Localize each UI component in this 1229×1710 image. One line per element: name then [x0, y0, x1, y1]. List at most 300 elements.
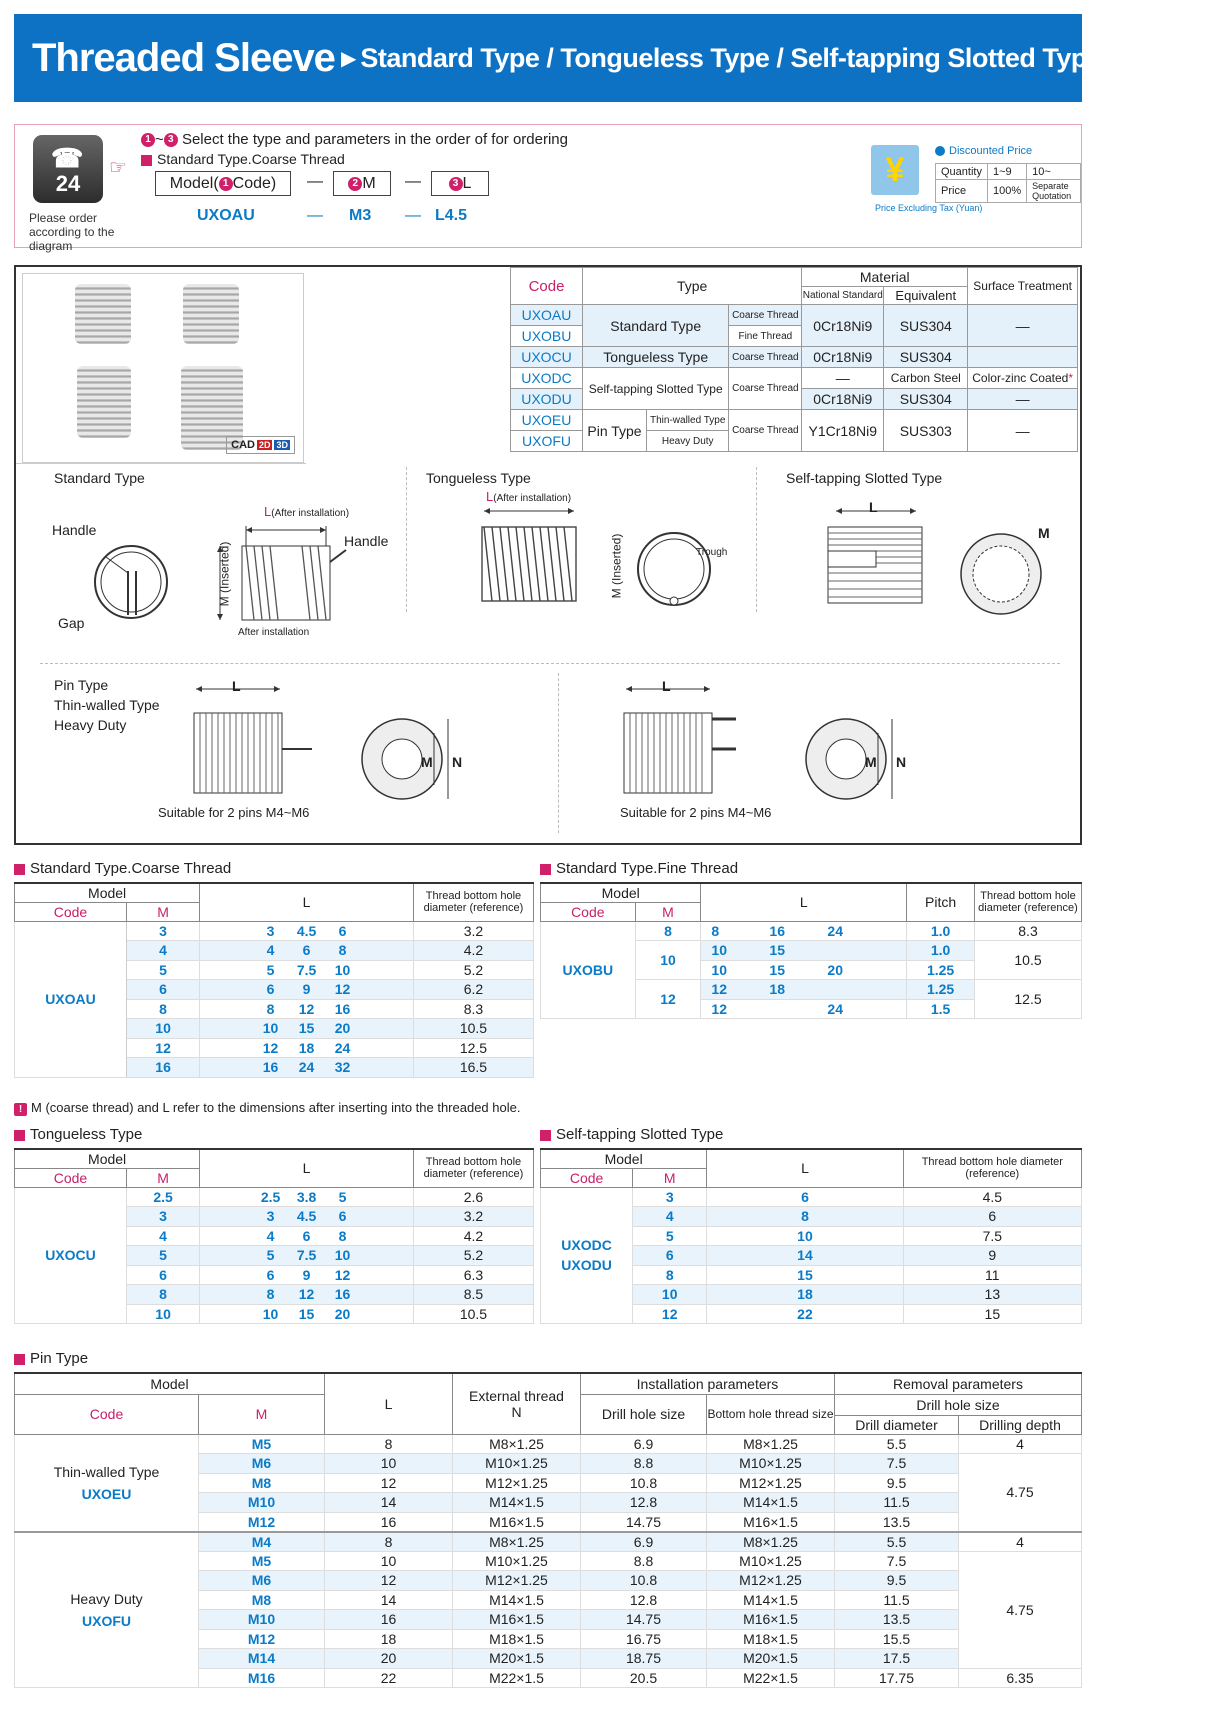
phone-24-icon: ☎ 24	[33, 135, 103, 203]
pin-drill: 10.8	[581, 1571, 707, 1591]
pin-depth: 4	[959, 1532, 1082, 1552]
spec-h-national: National Standard	[802, 287, 884, 305]
pin-n: M16×1.5	[453, 1512, 581, 1532]
pin-m: M8	[199, 1473, 325, 1493]
coarse-l-value: 16	[334, 1000, 351, 1017]
coarse-l-value: 12	[334, 981, 351, 998]
tongueless-m: 10	[126, 1304, 199, 1324]
fine-l-value: 10	[711, 961, 727, 978]
coarse-note-text: M (coarse thread) and L refer to the dimensions after inserting into the threaded hole.	[31, 1100, 521, 1115]
coarse-l	[200, 1058, 414, 1078]
price-1: 100%	[987, 180, 1026, 203]
pin-l: 10	[325, 1551, 453, 1571]
pin-heavy-end-view	[796, 711, 926, 811]
spec-surf-5: —	[968, 410, 1078, 452]
tongueless-l-value: 6	[338, 1208, 347, 1225]
spec-surf-3: Color-zinc Coated	[972, 371, 1069, 385]
spec-surf-1: —	[968, 305, 1078, 347]
pin-l: 14	[325, 1493, 453, 1513]
fine-thread-table	[540, 882, 1082, 1019]
tongueless-hole: 5.2	[413, 1246, 533, 1266]
spec-eq-2: SUS304	[884, 347, 968, 368]
pin-model-cell	[15, 1532, 199, 1688]
fine-code: UXOBU	[541, 921, 636, 1019]
coarse-l-value: 3	[266, 922, 275, 939]
fine-h-hole: Thread bottom hole diameter (reference)	[975, 883, 1082, 921]
fine-l-value: 24	[827, 1000, 843, 1017]
tongueless-h-code: Code	[15, 1168, 127, 1187]
example-m: M3	[349, 207, 372, 224]
num-1-badge: 1	[219, 177, 233, 191]
tongueless-l-value: 16	[334, 1286, 351, 1303]
fine-hole: 8.3	[975, 921, 1082, 941]
slotted-m: 5	[633, 1226, 707, 1246]
fine-h-model: Model	[541, 883, 701, 902]
tongueless-l	[200, 1265, 414, 1285]
tongueless-m: 6	[126, 1265, 199, 1285]
model-code-box	[155, 171, 291, 196]
l-box	[431, 171, 489, 196]
product-photos	[22, 273, 304, 463]
coarse-l-value: 10	[334, 961, 351, 978]
step-1-badge: 1	[141, 133, 155, 147]
pin-n: M18×1.5	[453, 1629, 581, 1649]
pin-l: 14	[325, 1590, 453, 1610]
coarse-m: 4	[126, 941, 199, 961]
spec-type-tongueless: Tongueless Type	[583, 347, 729, 368]
coarse-h-code: Code	[15, 902, 127, 921]
tongueless-l-value: 12	[334, 1266, 351, 1283]
coarse-hole: 8.3	[413, 999, 533, 1019]
tongueless-m: 5	[126, 1246, 199, 1266]
pin-bottom: M12×1.25	[707, 1571, 835, 1591]
dash-2: —	[405, 173, 421, 190]
coarse-l-value: 15	[298, 1020, 315, 1037]
step-sep: ~	[155, 131, 164, 148]
pin-l: 20	[325, 1649, 453, 1669]
tongueless-l-value: 4.5	[296, 1208, 317, 1225]
pin-bottom: M12×1.25	[707, 1473, 835, 1493]
pin-heavy-side-view	[606, 677, 786, 797]
slotted-end-view	[956, 529, 1046, 619]
pin-bottom: M14×1.5	[707, 1590, 835, 1610]
spec-h-surface: Surface Treatment	[968, 268, 1078, 305]
coarse-l	[200, 1038, 414, 1058]
l-after-text-2: (After installation)	[493, 493, 572, 504]
table-row	[541, 921, 1082, 941]
spec-h-material: Material	[802, 268, 968, 287]
pin-l: 16	[325, 1512, 453, 1532]
fine-m: 12	[635, 980, 701, 1019]
slotted-heading-text: Self-tapping Slotted Type	[556, 1126, 724, 1143]
table-row	[15, 1434, 1082, 1454]
pin-table	[14, 1372, 1082, 1688]
pin-heading-text: Pin Type	[30, 1350, 89, 1367]
tongueless-h-m: M	[126, 1168, 199, 1187]
coarse-m: 5	[126, 960, 199, 980]
pin-l-label-2: L	[662, 678, 671, 694]
tongueless-hole: 3.2	[413, 1207, 533, 1227]
gap-label: Gap	[58, 615, 85, 631]
coarse-hole: 16.5	[413, 1058, 533, 1078]
spec-nat-2: 0Cr18Ni9	[802, 347, 884, 368]
pin-n: M20×1.5	[453, 1649, 581, 1669]
fine-m: 8	[635, 921, 701, 941]
slotted-m: 8	[633, 1265, 707, 1285]
tongueless-l-value: 3	[266, 1208, 275, 1225]
pin-drill: 12.8	[581, 1493, 707, 1513]
pin-drill: 10.8	[581, 1473, 707, 1493]
drawing-tongueless-title: Tongueless Type	[426, 470, 531, 486]
pin-m: M8	[199, 1590, 325, 1610]
pin-rdia: 13.5	[835, 1610, 959, 1630]
bullet-square-icon	[14, 1354, 25, 1365]
pin-h-bottom: Bottom hole thread size	[707, 1394, 835, 1434]
coarse-hole: 4.2	[413, 941, 533, 961]
fine-l-value: 10	[711, 942, 727, 959]
coarse-h-m: M	[126, 902, 199, 921]
pin-bottom: M18×1.5	[707, 1629, 835, 1649]
spec-code-uxoau: UXOAU	[511, 305, 583, 326]
discount-title-text: Discounted Price	[949, 145, 1033, 157]
pin-m: M5	[199, 1551, 325, 1571]
spec-sub-coarse: Coarse Thread	[729, 305, 802, 326]
photo-standard	[75, 284, 131, 344]
dash-1: —	[307, 173, 323, 190]
pin-l: 18	[325, 1629, 453, 1649]
slotted-l: 22	[707, 1304, 903, 1324]
pin-l: 12	[325, 1473, 453, 1493]
fine-h-pitch: Pitch	[907, 883, 975, 921]
pin-drill: 6.9	[581, 1532, 707, 1552]
pin-m: M16	[199, 1668, 325, 1688]
pin-n: M22×1.5	[453, 1668, 581, 1688]
blue-dot-icon	[935, 146, 945, 156]
spec-h-equiv: Equivalent	[884, 287, 968, 305]
tongueless-l-value: 10	[262, 1305, 279, 1322]
tongueless-l-value: 6	[266, 1266, 275, 1283]
fine-l-value: 16	[769, 922, 785, 939]
num-3-badge: 3	[449, 177, 463, 191]
fine-pitch: 1.25	[907, 980, 975, 1000]
tongueless-l-value: 15	[298, 1305, 315, 1322]
pin-depth: 4.75	[959, 1551, 1082, 1668]
tongueless-heading-text: Tongueless Type	[30, 1126, 143, 1143]
coarse-code: UXOAU	[15, 921, 127, 1077]
pin-rdia: 7.5	[835, 1454, 959, 1474]
tongueless-l-value: 12	[298, 1286, 315, 1303]
tongueless-m: 4	[126, 1226, 199, 1246]
pin-drill: 14.75	[581, 1512, 707, 1532]
drawing-standard-title: Standard Type	[54, 470, 145, 486]
model-label: Model(	[169, 174, 219, 192]
l-letter-1: L	[264, 504, 272, 519]
slotted-code	[541, 1187, 633, 1324]
pin-bottom: M16×1.5	[707, 1512, 835, 1532]
pin-rdia: 7.5	[835, 1551, 959, 1571]
fine-hole: 12.5	[975, 980, 1082, 1019]
spec-nat-5: Y1Cr18Ni9	[802, 410, 884, 452]
order-steps-text: Select the type and parameters in the order of for ordering	[181, 131, 568, 148]
pin-m: M12	[199, 1512, 325, 1532]
bullet-square-icon	[540, 864, 551, 875]
suitable-label-2: Suitable for 2 pins M4~M6	[620, 805, 772, 820]
pin-drill: 14.75	[581, 1610, 707, 1630]
coarse-m: 10	[126, 1019, 199, 1039]
spec-sub-heavy: Heavy Duty	[647, 431, 729, 452]
slotted-m: 6	[633, 1246, 707, 1266]
spec-code-uxodu: UXODU	[511, 389, 583, 410]
spec-type-pin: Pin Type	[583, 410, 647, 452]
slotted-hole: 4.5	[903, 1187, 1081, 1207]
m-inserted-label-2: M (Inserted)	[609, 533, 624, 599]
coarse-l-value: 6	[302, 942, 311, 959]
coarse-m: 6	[126, 980, 199, 1000]
slotted-side-view	[816, 499, 936, 609]
suitable-label-1: Suitable for 2 pins M4~M6	[158, 805, 310, 820]
pin-thin-text: Thin-walled Type	[54, 697, 160, 713]
pin-drill: 18.75	[581, 1649, 707, 1669]
spec-type-standard: Standard Type	[583, 305, 729, 347]
pin-m: M10	[199, 1610, 325, 1630]
tongueless-hole: 8.5	[413, 1285, 533, 1305]
fine-h-code: Code	[541, 902, 636, 921]
tongueless-l-value: 3.8	[296, 1188, 317, 1205]
slotted-h-m: M	[633, 1168, 707, 1187]
coarse-m: 16	[126, 1058, 199, 1078]
quantity-label: Quantity	[936, 164, 988, 180]
pin-h-drill: Drill hole size	[581, 1394, 707, 1434]
tongueless-h-l: L	[200, 1149, 414, 1187]
spec-eq-3: Carbon Steel	[884, 368, 968, 389]
coarse-l-value: 8	[338, 942, 347, 959]
l-after-text-1: (After installation)	[271, 508, 350, 519]
pin-rdia: 11.5	[835, 1590, 959, 1610]
pin-title	[54, 675, 160, 735]
pin-model-cell	[15, 1434, 199, 1532]
fine-l	[701, 960, 907, 980]
fine-l-value: 12	[711, 1000, 727, 1017]
pin-rdia: 9.5	[835, 1473, 959, 1493]
coarse-l	[200, 941, 414, 961]
slotted-hole: 13	[903, 1285, 1081, 1305]
qty-1: 1~9	[987, 164, 1026, 180]
qty-2: 10~	[1027, 164, 1081, 180]
tongueless-hole: 6.3	[413, 1265, 533, 1285]
pin-h-install: Installation parameters	[581, 1373, 835, 1394]
m-label: M	[362, 174, 376, 192]
spec-type-slotted: Self-tapping Slotted Type	[583, 368, 729, 410]
slotted-h-model: Model	[541, 1149, 707, 1168]
pin-m: M10	[199, 1493, 325, 1513]
fine-l	[701, 921, 907, 941]
tongueless-h-hole: Thread bottom hole diameter (reference)	[413, 1149, 533, 1187]
tongueless-l-value: 2.5	[260, 1188, 281, 1205]
pin-rdia: 11.5	[835, 1493, 959, 1513]
coarse-l-value: 12	[298, 1000, 315, 1017]
tax-note: Price Excluding Tax (Yuan)	[875, 203, 983, 213]
pin-rdia: 17.75	[835, 1668, 959, 1688]
fine-l-value: 15	[769, 942, 785, 959]
spec-nat-4: 0Cr18Ni9	[802, 389, 884, 410]
pin-rdia: 9.5	[835, 1571, 959, 1591]
coarse-l-value: 6	[266, 981, 275, 998]
l-after-label-2	[486, 489, 571, 504]
pin-m-label-1: M	[421, 754, 433, 770]
slotted-m-label: M	[1038, 525, 1050, 541]
cad-badge[interactable]: CAD 2D 3D	[226, 436, 295, 454]
fine-pitch: 1.5	[907, 999, 975, 1019]
tongueless-hole: 4.2	[413, 1226, 533, 1246]
pin-bottom: M20×1.5	[707, 1649, 835, 1669]
spec-sub-coarse-2: Coarse Thread	[729, 347, 802, 368]
dash-4: —	[405, 207, 421, 224]
order-instruction-text: Please order according to the diagram	[29, 211, 115, 253]
slotted-h-code: Code	[541, 1168, 633, 1187]
table-row	[541, 1187, 1082, 1207]
tongueless-l	[200, 1187, 414, 1207]
coarse-l-value: 24	[334, 1039, 351, 1056]
pin-bottom: M10×1.25	[707, 1551, 835, 1571]
pin-thin-end-view	[352, 711, 482, 811]
example-heading	[141, 151, 345, 167]
bullet-square-icon	[14, 864, 25, 875]
spec-section	[14, 265, 1082, 845]
step-3-badge: 3	[164, 133, 178, 147]
l-letter-2: L	[486, 489, 494, 504]
coarse-l	[200, 921, 414, 941]
example-code: UXOAU	[197, 207, 255, 224]
coarse-l-value: 16	[262, 1059, 279, 1076]
spec-sub-fine: Fine Thread	[729, 326, 802, 347]
photo-tongueless	[183, 284, 239, 344]
pin-n: M12×1.25	[453, 1473, 581, 1493]
pin-h-model: Model	[15, 1373, 325, 1394]
coarse-hole: 5.2	[413, 960, 533, 980]
pin-n: M16×1.5	[453, 1610, 581, 1630]
fine-l-value: 18	[769, 981, 785, 998]
tongueless-l-value: 9	[302, 1266, 311, 1283]
coarse-l-value: 4	[266, 942, 275, 959]
coarse-h-hole: Thread bottom hole diameter (reference)	[413, 883, 533, 921]
slotted-code-1: UXODC	[561, 1237, 612, 1254]
slotted-hole: 6	[903, 1207, 1081, 1227]
pin-type-code: UXOFU	[82, 1612, 131, 1629]
spec-eq-4: SUS304	[884, 389, 968, 410]
spec-sub-coarse-3: Coarse Thread	[729, 368, 802, 410]
pin-h-n: N	[511, 1403, 522, 1420]
slotted-hole: 15	[903, 1304, 1081, 1324]
coarse-l-value: 24	[298, 1059, 315, 1076]
pin-drill: 20.5	[581, 1668, 707, 1688]
tongueless-end-view	[628, 529, 728, 609]
pin-drill: 16.75	[581, 1629, 707, 1649]
warning-icon: !	[14, 1103, 27, 1116]
pin-h-rdrill: Drill hole size	[835, 1394, 1082, 1415]
handle-label-1: Handle	[52, 522, 97, 538]
tongueless-m: 2.5	[126, 1187, 199, 1207]
tongueless-side-view	[474, 507, 584, 607]
fine-m: 10	[635, 941, 701, 980]
page-subtitle: Standard Type / Tongueless Type / Self-tapping Slotted Type / Pin Type	[360, 42, 1229, 73]
coarse-m: 3	[126, 921, 199, 941]
tongueless-code: UXOCU	[15, 1187, 127, 1324]
slotted-l: 15	[707, 1265, 903, 1285]
coarse-h-l: L	[200, 883, 414, 921]
spec-surf-4: —	[968, 389, 1078, 410]
tongueless-l-value: 4	[266, 1227, 275, 1244]
spec-table	[510, 267, 1078, 452]
phone-24-label: 24	[55, 171, 81, 196]
yen-icon: ¥	[871, 145, 919, 195]
spec-code-uxodc: UXODC	[511, 368, 583, 389]
drawing-slotted-title: Self-tapping Slotted Type	[786, 470, 943, 486]
example-heading-text: Standard Type.Coarse Thread	[157, 151, 345, 167]
l-label: L	[462, 174, 472, 192]
fine-hole: 10.5	[975, 941, 1082, 980]
pin-rdia: 5.5	[835, 1434, 959, 1454]
pin-l: 12	[325, 1571, 453, 1591]
slotted-h-hole: Thread bottom hole diameter (reference)	[903, 1149, 1081, 1187]
bullet-square-icon	[14, 1130, 25, 1141]
coarse-hole: 6.2	[413, 980, 533, 1000]
coarse-thread-table	[14, 882, 534, 1078]
coarse-hole: 12.5	[413, 1038, 533, 1058]
spec-code-uxoeu: UXOEU	[511, 410, 583, 431]
coarse-note	[14, 1100, 520, 1116]
pin-type-name: Thin-walled Type	[53, 1463, 160, 1480]
pin-bottom: M16×1.5	[707, 1610, 835, 1630]
pin-type-name: Heavy Duty	[70, 1590, 143, 1607]
tongueless-heading	[14, 1126, 142, 1143]
table-row	[15, 921, 534, 941]
slotted-l: 18	[707, 1285, 903, 1305]
tongueless-l-value: 5	[338, 1188, 347, 1205]
pin-rdia: 17.5	[835, 1649, 959, 1669]
coarse-l-value: 20	[334, 1020, 351, 1037]
fine-pitch: 1.0	[907, 941, 975, 961]
pin-rdia: 5.5	[835, 1532, 959, 1552]
spec-star: *	[1068, 371, 1073, 385]
tongueless-hole: 2.6	[413, 1187, 533, 1207]
fine-l-value: 15	[769, 961, 785, 978]
pin-l: 8	[325, 1434, 453, 1454]
pin-drill: 8.8	[581, 1551, 707, 1571]
coarse-l	[200, 960, 414, 980]
fine-l-value: 8	[711, 922, 720, 939]
order-instructions-box	[14, 124, 1082, 253]
tongueless-l	[200, 1207, 414, 1227]
pin-m: M14	[199, 1649, 325, 1669]
spec-code-uxobu: UXOBU	[511, 326, 583, 347]
spec-eq-5: SUS303	[884, 410, 968, 452]
pin-bottom: M22×1.5	[707, 1668, 835, 1688]
slotted-m: 10	[633, 1285, 707, 1305]
coarse-l-value: 18	[298, 1039, 315, 1056]
pin-n: M12×1.25	[453, 1571, 581, 1591]
price-label: Price	[936, 180, 988, 203]
discount-title	[935, 145, 1032, 157]
pin-n: M14×1.5	[453, 1493, 581, 1513]
pin-n: M10×1.25	[453, 1454, 581, 1474]
fine-l	[701, 941, 907, 961]
coarse-l-value: 32	[334, 1059, 351, 1076]
slotted-m: 12	[633, 1304, 707, 1324]
fine-pitch: 1.0	[907, 921, 975, 941]
pin-drill: 6.9	[581, 1434, 707, 1454]
tongueless-m: 3	[126, 1207, 199, 1227]
tongueless-l	[200, 1226, 414, 1246]
